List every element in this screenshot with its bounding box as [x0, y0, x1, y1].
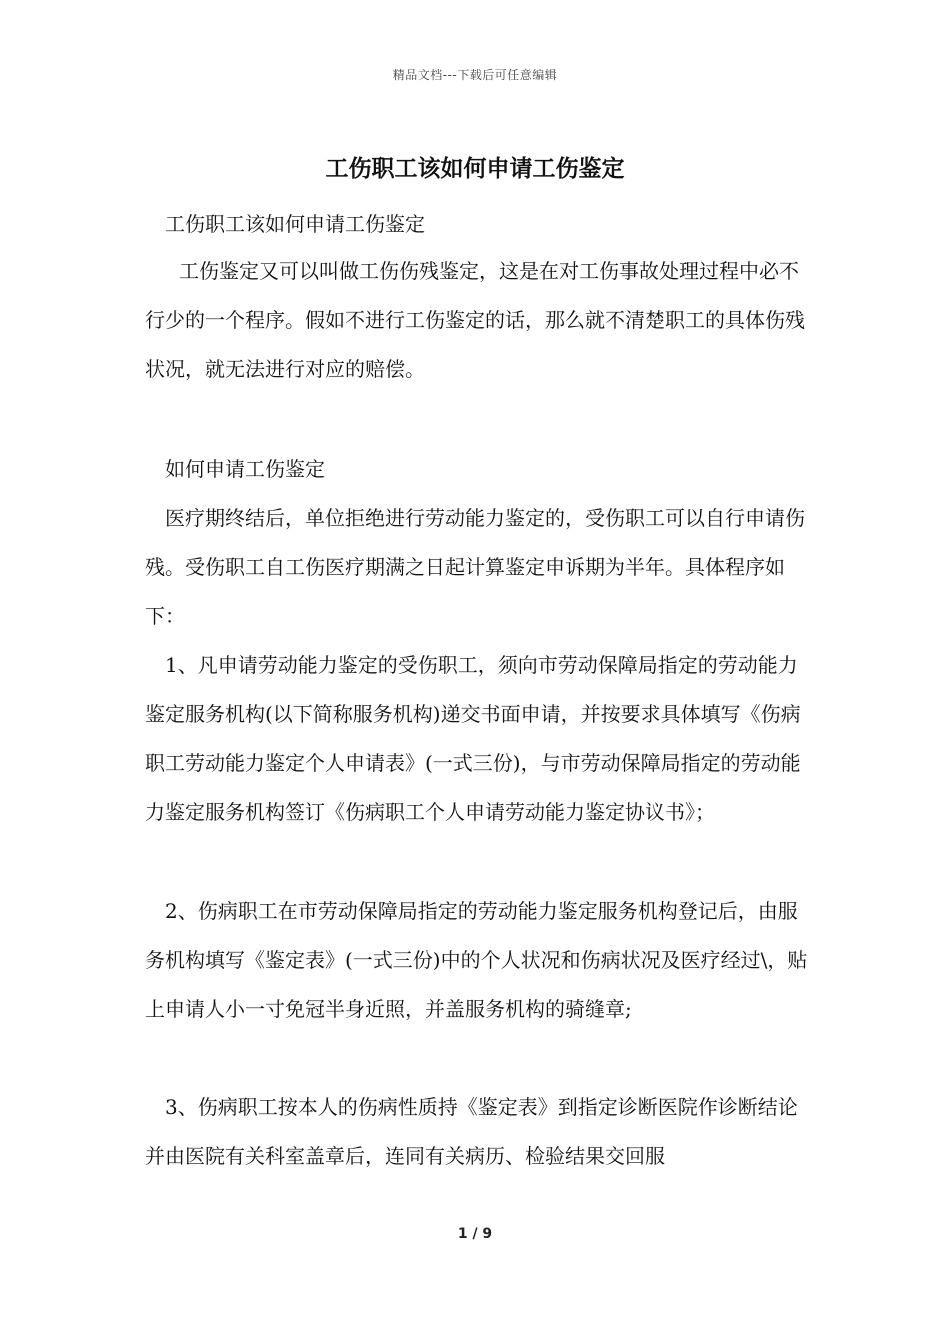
step-2-paragraph	[145, 887, 811, 1034]
step-2-text: 2、伤病职工在市劳动保障局指定的劳动能力鉴定服务机构登记后，由服务机构填写《鉴定表》(一式三份)中的个人状况和伤病状况及医疗经过\，贴上申请人小一寸免冠半身近照，并盖服务机构的骑缝章;	[145, 899, 808, 1021]
procedure-intro-text: 医疗期终结后，单位拒绝进行劳动能力鉴定的，受伤职工可以自行申请伤残。受伤职工自工伤医疗期满之日起计算鉴定申诉期为半年。具体程序如下：	[145, 506, 805, 628]
step-1-text: 1、凡申请劳动能力鉴定的受伤职工，须向市劳动保障局指定的劳动能力鉴定服务机构(以下简称服务机构)递交书面申请，并按要求具体填写《伤病职工劳动能力鉴定个人申请表》(一式三份)，与市劳动保障局指定的劳动能力鉴定服务机构签订《伤病职工个人申请劳动能力鉴定协议书》；	[145, 653, 801, 824]
header-note: 精品文档---下载后可任意编辑	[392, 68, 558, 82]
intro-text: 工伤鉴定又可以叫做工伤伤残鉴定，这是在对工伤事故处理过程中必不行少的一个程序。假如不进行工伤鉴定的话，那么就不清楚职工的具体伤残状况，就无法进行对应的赔偿。	[145, 259, 805, 381]
step-3-paragraph	[145, 1083, 811, 1181]
section-heading	[145, 445, 811, 494]
section-heading-text: 如何申请工伤鉴定	[165, 457, 325, 481]
page-number: 1 / 9	[457, 1226, 493, 1242]
step-3-text: 3、伤病职工按本人的伤病性质持《鉴定表》到指定诊断医院作诊断结论并由医院有关科室盖章后，连同有关病历、检验结果交回服	[145, 1095, 798, 1168]
document-title: 工伤职工该如何申请工伤鉴定	[325, 155, 625, 182]
subtitle-paragraph	[145, 200, 811, 249]
step-1-paragraph	[145, 641, 811, 837]
procedure-intro-paragraph	[145, 494, 811, 641]
subtitle-text: 工伤职工该如何申请工伤鉴定	[165, 212, 425, 236]
intro-paragraph	[145, 247, 811, 394]
